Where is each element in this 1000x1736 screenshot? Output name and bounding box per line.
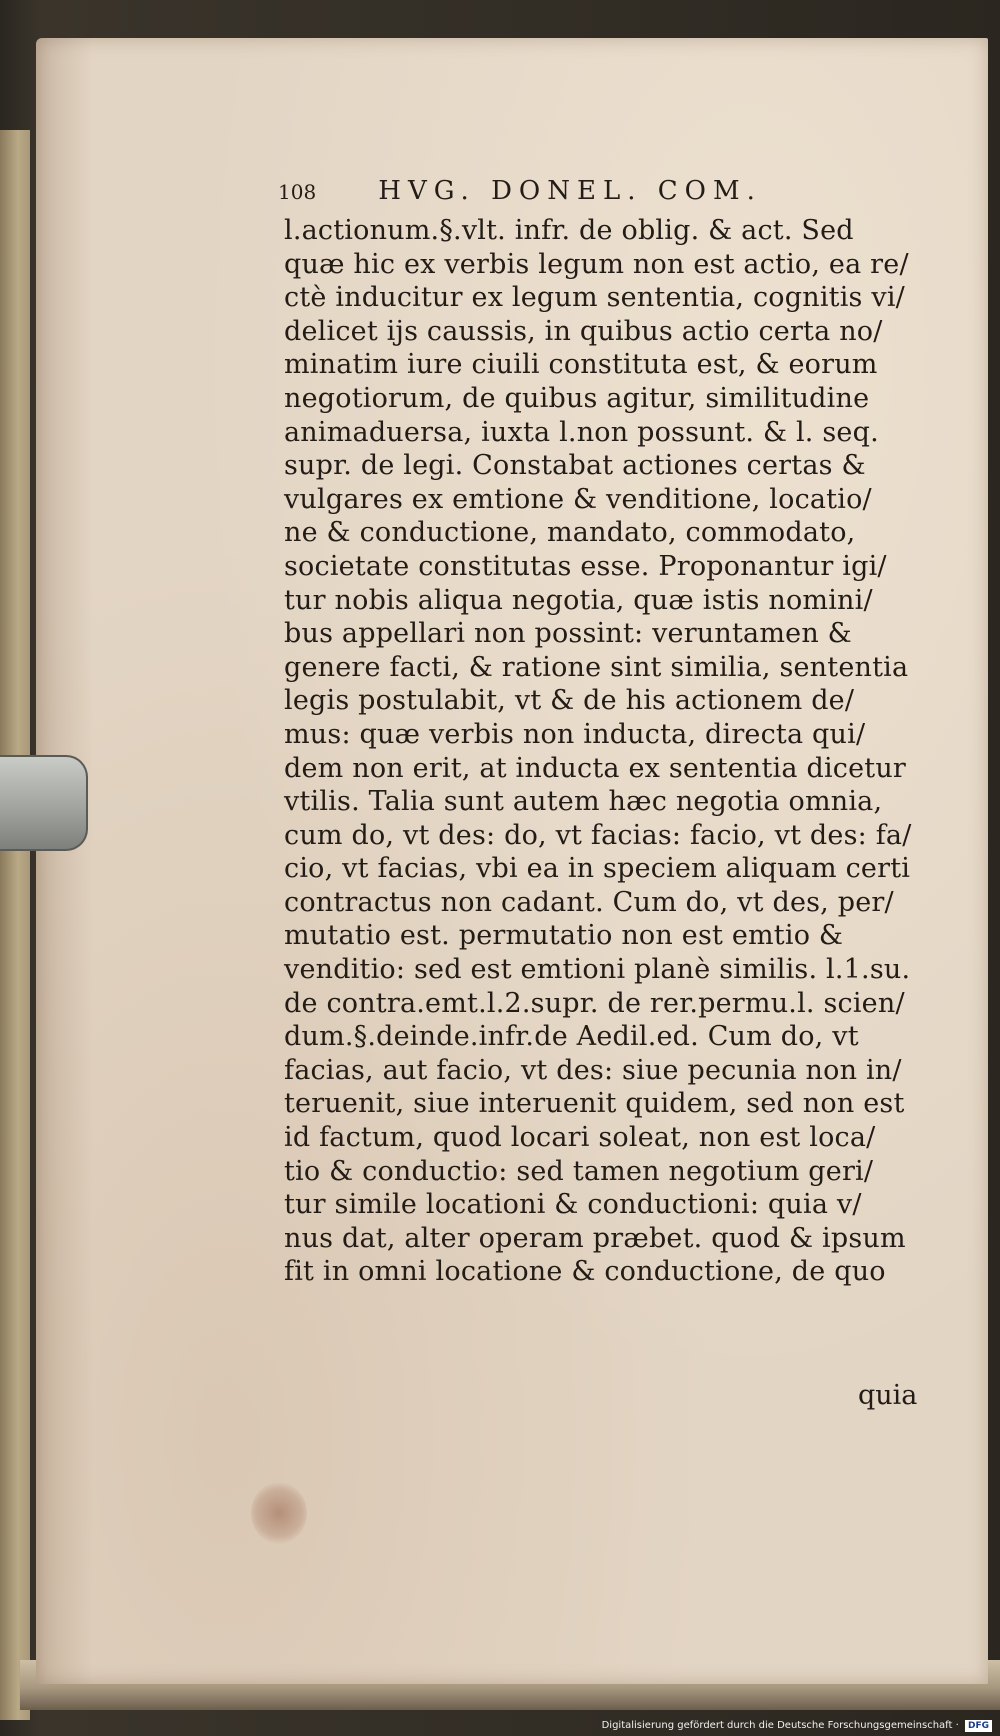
text-line: quæ hic ex verbis legum non est actio, ea re/ [284,248,909,280]
text-line: ne & conductione, mandato, commodato, [284,517,856,549]
running-head: HVG. DONEL. COM. [378,176,762,206]
text-line: mus: quæ verbis non inducta, directa qui/ [284,718,866,750]
text-line: de contra.emt.l.2.supr. de rer.permu.l. scien/ [284,987,905,1019]
text-line: animaduersa, iuxta l.non possunt. & l. seq. [284,416,879,448]
text-line: facias, aut facio, vt des: siue pecunia non in/ [284,1054,902,1086]
text-line: teruenit, siue interuenit quidem, sed non est [284,1088,905,1120]
folio-number: 108 [278,180,317,204]
text-line: contractus non cadant. Cum do, vt des, per/ [284,886,894,918]
body-text [284,214,934,1289]
ink-stain [251,1482,307,1544]
page-header [278,176,838,216]
text-line: ctè inducitur ex legum sententia, cognitis vi/ [284,282,905,314]
text-line: l.actionum.§.vlt. infr. de oblig. & act. Sed [284,215,854,246]
text-line: cio, vt facias, vbi ea in speciem aliquam certi [284,853,911,885]
text-line: minatim iure ciuili constituta est, & eorum [284,349,878,381]
digitization-credit [602,1720,992,1736]
text-line: supr. de legi. Constabat actiones certas & [284,450,866,482]
text-line: venditio: sed est emtioni planè similis. l.1.su. [284,954,911,986]
text-line: tur nobis aliqua negotia, quæ istis nomini/ [284,584,873,616]
text-line: genere facti, & ratione sint similia, sententia [284,651,909,683]
text-line: fit in omni locatione & conductione, de quo [284,1256,886,1288]
text-line: cum do, vt des: do, vt facias: facio, vt des: fa/ [284,819,912,851]
dfg-logo: DFG [965,1720,992,1732]
text-line: mutatio est. permutatio non est emtio & [284,920,844,952]
text-line: negotiorum, de quibus agitur, similitudine [284,382,870,414]
page-clip [0,755,88,851]
text-line: vulgares ex emtione & venditione, locatio/ [284,483,872,515]
page-stack-left-edge [0,130,30,1720]
text-line: vtilis. Talia sunt autem hæc negotia omnia, [284,786,883,818]
text-line: id factum, quod locari soleat, non est loca/ [284,1122,876,1154]
text-line: tur simile locationi & conductioni: quia v/ [284,1189,862,1221]
catchword: quia [858,1380,918,1411]
text-line: bus appellari non possint: veruntamen & [284,618,852,650]
text-line: societate constitutas esse. Proponantur igi/ [284,550,887,582]
credit-text: Digitalisierung gefördert durch die Deutsche Forschungsgemeinschaft · [601,1720,959,1731]
text-line: dem non erit, at inducta ex sententia dicetur [284,752,907,784]
text-line: legis postulabit, vt & de his actionem de/ [284,685,855,717]
text-line: tio & conductio: sed tamen negotium geri/ [284,1155,874,1187]
text-line: nus dat, alter operam præbet. quod & ipsum [284,1222,906,1254]
text-line: delicet ijs caussis, in quibus actio certa no/ [284,315,883,347]
text-line: dum.§.deinde.infr.de Aedil.ed. Cum do, vt [284,1021,859,1053]
